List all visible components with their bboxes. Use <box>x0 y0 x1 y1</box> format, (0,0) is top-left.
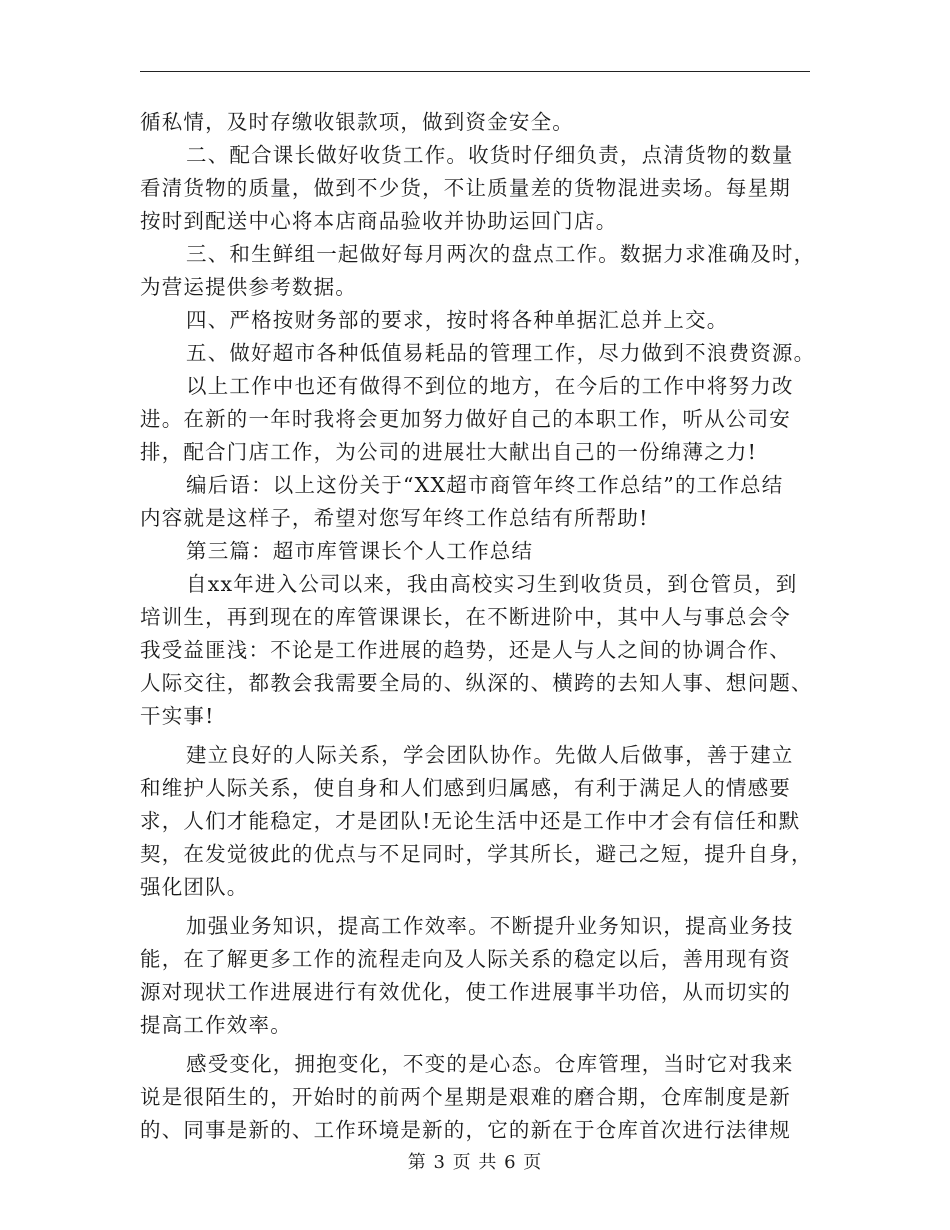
text-line: 循私情，及时存缴收银款项，做到资金安全。 <box>140 110 574 134</box>
text-line: 的、同事是新的、工作环境是新的，它的新在于仓库首次进行法律规 <box>140 1118 791 1142</box>
text-line: 二、配合课长做好收货工作。收货时仔细负责，点清货物的数量 <box>186 143 794 167</box>
text-line: 我受益匪浅：不论是工作进展的趋势，还是人与人之间的协调合作、 <box>140 638 791 662</box>
section-heading: 第三篇：超市库管课长个人工作总结 <box>186 539 534 563</box>
text-line: 培训生，再到现在的库管课课长，在不断进阶中，其中人与事总会令 <box>140 605 791 629</box>
text-line: 进。在新的一年时我将会更加努力做好自己的本职工作，听从公司安 <box>140 407 791 431</box>
text-line: 排，配合门店工作，为公司的进展壮大献出自己的一份绵薄之力! <box>140 440 758 464</box>
text-line: 求，人们才能稳定，才是团队!无论生活中还是工作中才会有信任和默 <box>140 809 801 833</box>
text-line: 契，在发觉彼此的优点与不足同时，学其所长，避己之短，提升自身， <box>140 842 813 866</box>
text-line: 编后语：以上这份关于“XX超市商管年终工作总结”的工作总结 <box>186 473 784 497</box>
text-line: 内容就是这样子，希望对您写年终工作总结有所帮助! <box>140 506 649 530</box>
text-line: 为营运提供参考数据。 <box>140 275 357 299</box>
text-line: 建立良好的人际关系，学会团队协作。先做人后做事，善于建立 <box>186 743 794 767</box>
text-line: 加强业务知识，提高工作效率。不断提升业务知识，提高业务技 <box>186 914 794 938</box>
text-line: 三、和生鲜组一起做好每月两次的盘点工作。数据力求准确及时， <box>186 242 816 266</box>
text-line: 和维护人际关系，使自身和人们感到归属感，有利于满足人的情感要 <box>140 776 791 800</box>
text-line: 四、严格按财务部的要求，按时将各种单据汇总并上交。 <box>186 308 729 332</box>
text-line: 感受变化，拥抱变化，不变的是心态。仓库管理，当时它对我来 <box>186 1052 794 1076</box>
text-line: 看清货物的质量，做到不少货，不让质量差的货物混进卖场。每星期 <box>140 176 791 200</box>
text-line: 强化团队。 <box>140 875 249 899</box>
text-line: 干实事! <box>140 704 215 728</box>
text-line: 人际交往，都教会我需要全局的、纵深的、横跨的去知人事、想问题、 <box>140 671 813 695</box>
text-line: 按时到配送中心将本店商品验收并协助运回门店。 <box>140 209 618 233</box>
header-rule <box>140 71 810 72</box>
document-body <box>140 106 816 1147</box>
text-line: 提高工作效率。 <box>140 1013 292 1037</box>
page-number-footer: 第 3 页 共 6 页 <box>407 1152 543 1173</box>
text-line: 以上工作中也还有做得不到位的地方，在今后的工作中将努力改 <box>186 374 794 398</box>
text-line: 能，在了解更多工作的流程走向及人际关系的稳定以后，善用现有资 <box>140 947 791 971</box>
text-line: 说是很陌生的，开始时的前两个星期是艰难的磨合期，仓库制度是新 <box>140 1085 791 1109</box>
text-line: 自xx年进入公司以来，我由高校实习生到收货员，到仓管员，到 <box>186 572 798 596</box>
text-line: 五、做好超市各种低值易耗品的管理工作，尽力做到不浪费资源。 <box>186 341 816 365</box>
text-line: 源对现状工作进展进行有效优化，使工作进展事半功倍，从而切实的 <box>140 980 791 1004</box>
